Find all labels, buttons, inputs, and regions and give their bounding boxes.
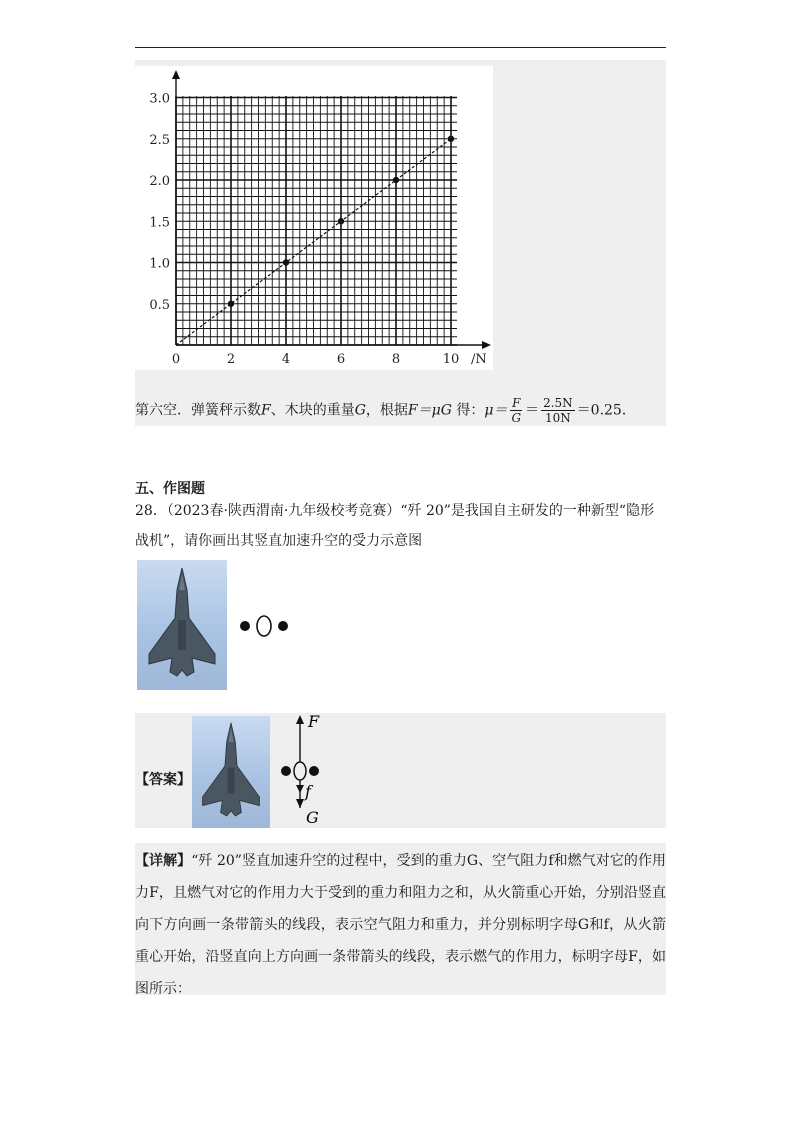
right-dot-icon — [309, 766, 319, 776]
arrow-down-small-icon — [296, 785, 304, 793]
graph-paper-chart — [135, 60, 666, 370]
sixth-F: F — [261, 402, 271, 419]
sixth-text: 第六空．弹簧秤示数 — [135, 402, 261, 419]
force-diagram — [275, 713, 335, 828]
data-point — [283, 259, 289, 265]
left-dot-icon — [281, 766, 291, 776]
fraction-values — [541, 396, 575, 425]
x-tick-label: 2 — [226, 352, 236, 367]
sixth-eq: ＝ — [525, 402, 540, 419]
left-dot-icon — [240, 621, 250, 631]
detail-paragraph — [135, 845, 666, 1005]
y-tick-label: 3.0 — [149, 91, 170, 107]
chart-background — [135, 66, 493, 370]
jet-icon — [137, 560, 227, 690]
question-28: 28．（2023春·陕西渭南·九年级校考竞赛）“歼 20”是我国自主研发的一种新型“隐形战机”，请你画出其竖直加速升空的受力示意图 — [135, 503, 655, 549]
detail-text: “歼 20”竖直加速升空的过程中，受到的重力G、空气阻力f和燃气对它的作用力F，且燃气对它的作用力大于受到的重力和阻力之和，从火箭重心开始，分别沿竖直向下方向画一条带箭头的线段，表示空气阻力和重力，并分别标明字母G和f，从火箭重心开始，沿竖直向上方向画一条带箭头的线段，表示燃气的作用力，标明字母F，如图所示： — [135, 853, 666, 997]
sixth-G: G — [354, 402, 366, 419]
sixth-mu: μ＝ — [484, 402, 508, 419]
y-tick-label: 0.5 — [149, 297, 170, 313]
detail-panel — [135, 843, 666, 995]
right-dot-icon — [278, 621, 288, 631]
x-tick-label: 4 — [281, 352, 291, 367]
sixth-sep3: 得： — [451, 402, 485, 419]
arrow-up-icon — [296, 715, 304, 724]
force-point-diagram — [238, 612, 290, 640]
frac2-numerator: 2.5N — [543, 396, 573, 410]
jet-photo-answer — [192, 716, 270, 828]
force-label-F: F — [308, 713, 320, 731]
x-tick-label: 8 — [391, 352, 401, 367]
detail-label: 【详解】 — [135, 853, 192, 869]
center-ellipse-icon — [257, 616, 271, 636]
sixth-blank-solution — [135, 396, 636, 425]
force-label-f: f — [305, 782, 311, 801]
center-ellipse-icon — [294, 762, 306, 780]
frac2-denominator: 10N — [544, 411, 571, 425]
jet-icon — [192, 716, 270, 828]
data-point — [228, 301, 234, 307]
y-tick-label: 1.5 — [149, 215, 170, 231]
fraction-F-over-G — [509, 396, 523, 425]
section-title: 五、作图题 — [135, 481, 205, 497]
data-point — [448, 136, 454, 142]
x-tick-label: 0 — [171, 352, 181, 367]
y-tick-label: 2.0 — [149, 174, 170, 189]
jet-photo-question — [137, 560, 227, 690]
data-point — [393, 177, 399, 183]
chart-solution-panel — [135, 60, 666, 426]
sixth-sep2: ，根据 — [365, 402, 408, 419]
y-tick-label: 2.5 — [149, 132, 170, 148]
x-tick-label: 10 — [442, 352, 460, 367]
frac1-denominator: G — [511, 411, 522, 425]
arrow-down-icon — [296, 799, 304, 808]
answer-panel — [135, 713, 666, 828]
force-label-G: G — [306, 808, 319, 827]
x-axis-label: /N — [471, 352, 487, 367]
sixth-formula: F＝μG — [407, 402, 452, 419]
sixth-result: ＝0.25． — [576, 402, 636, 419]
answer-label: 【答案】 — [135, 772, 191, 788]
sixth-sep1: 、木块的重量 — [270, 402, 355, 419]
x-tick-label: 6 — [336, 352, 346, 367]
y-tick-label: 1.0 — [149, 256, 170, 272]
data-point — [338, 218, 344, 224]
header-rule — [135, 47, 666, 48]
frac1-numerator: F — [512, 396, 521, 410]
